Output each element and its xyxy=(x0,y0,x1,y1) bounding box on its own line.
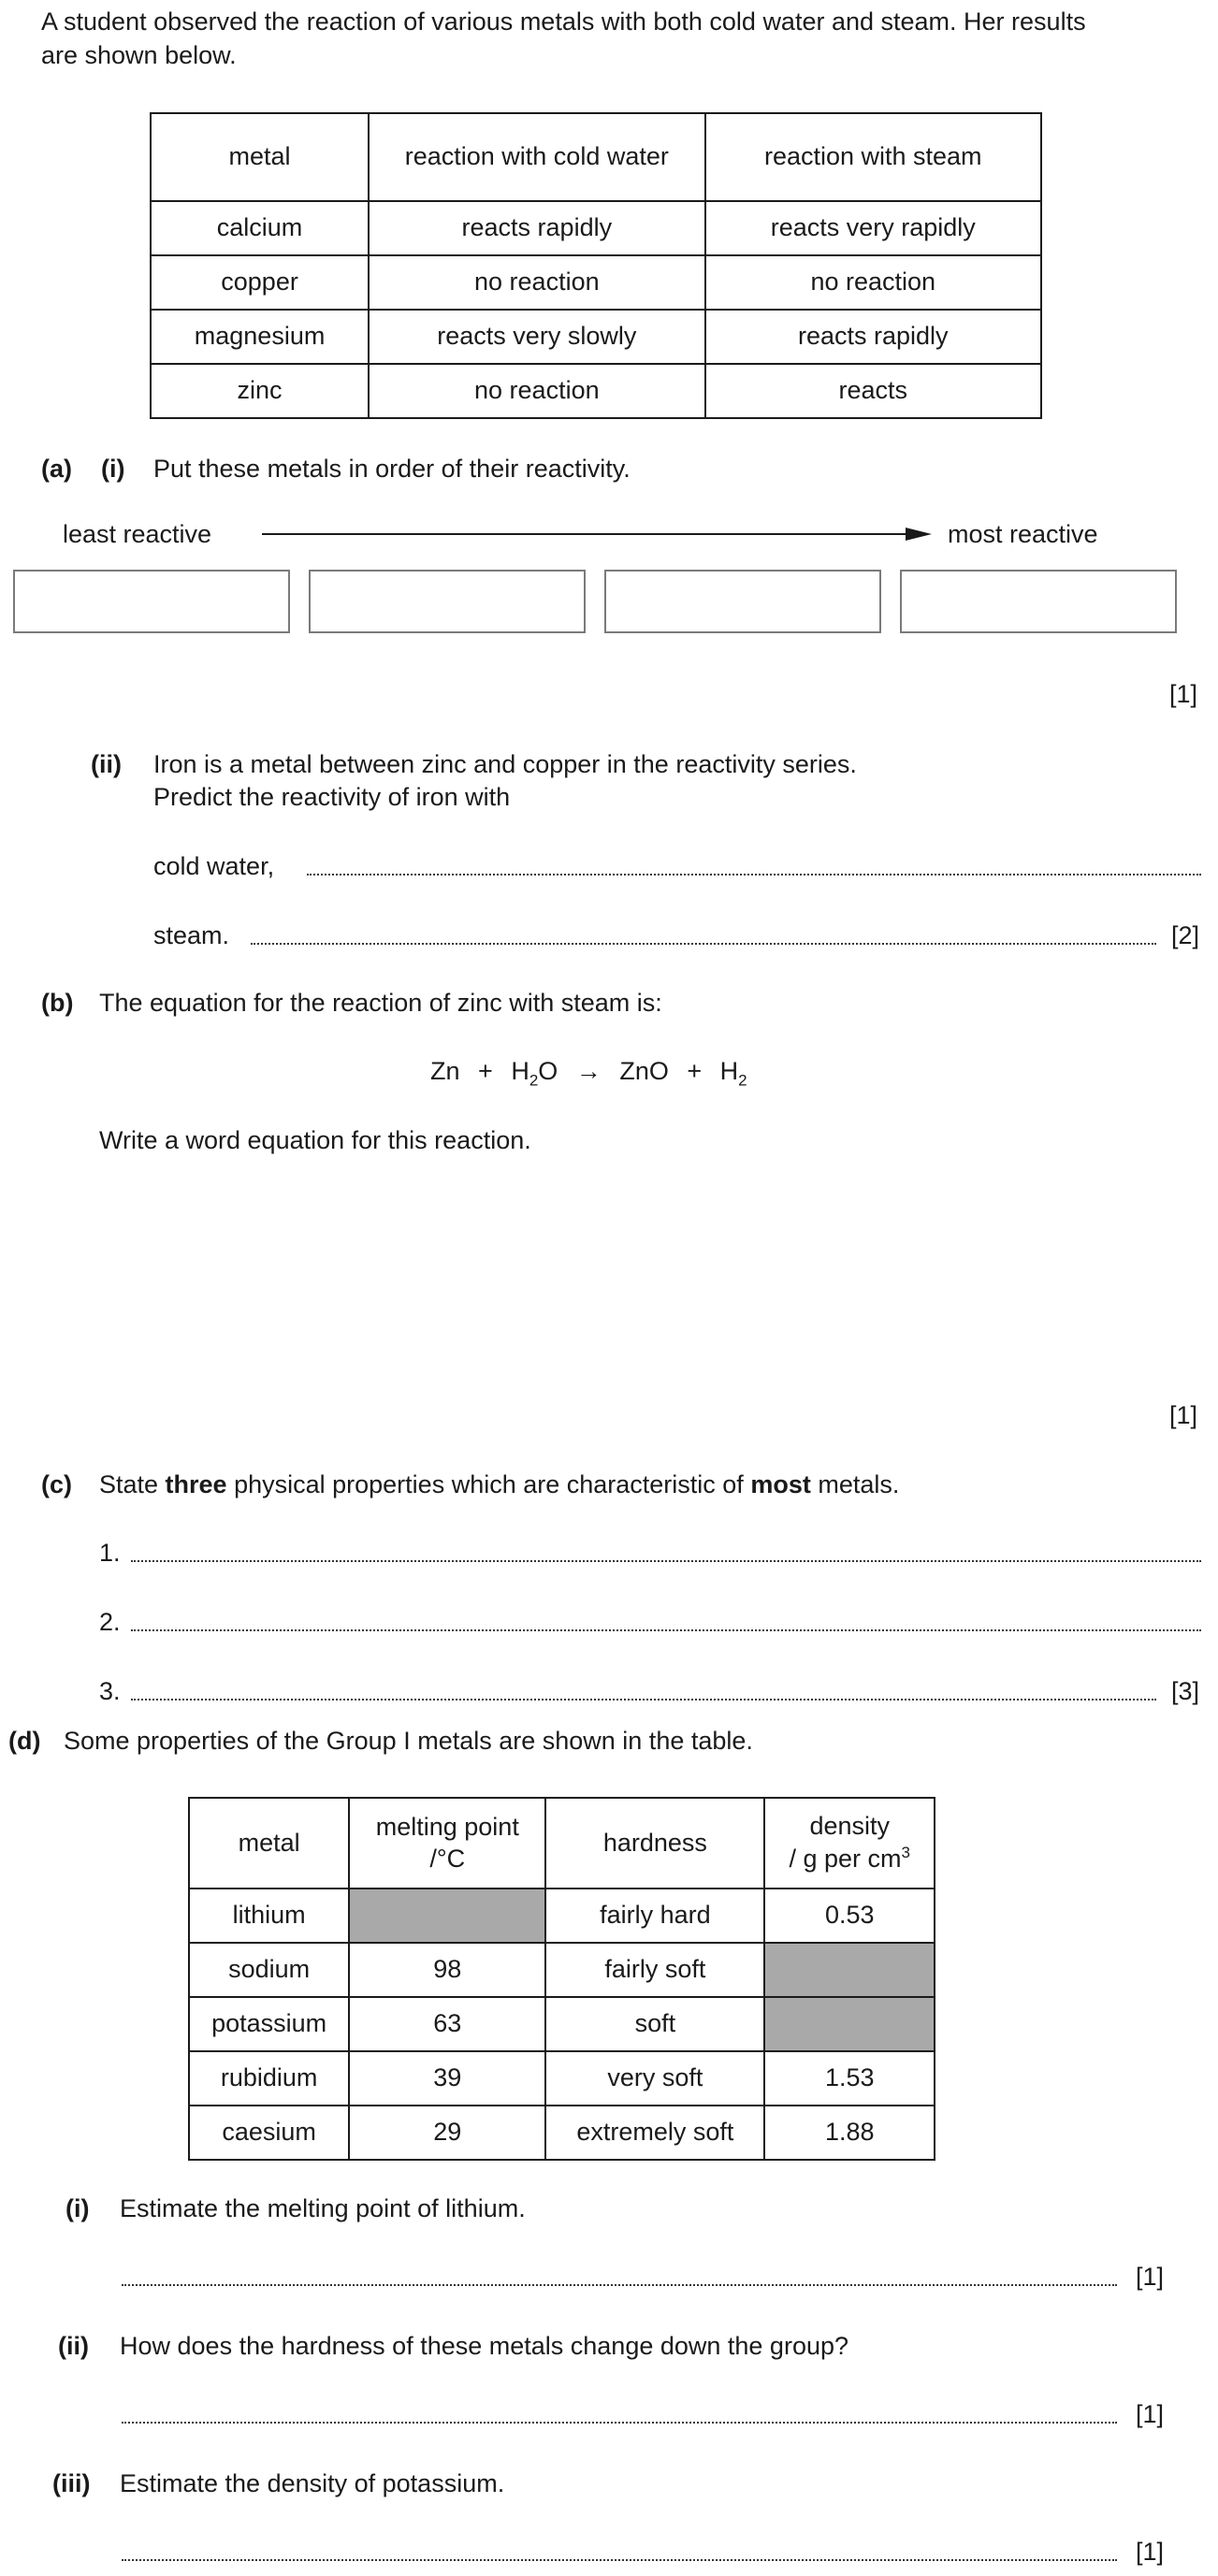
header-text: melting point xyxy=(375,1812,519,1841)
table-cell: reacts very slowly xyxy=(369,310,704,364)
property-number-1: 1. xyxy=(99,1539,121,1567)
part-d-i-question: Estimate the melting point of lithium. xyxy=(120,2194,526,2222)
reactivity-arrow-icon xyxy=(262,524,932,544)
table-cell: copper xyxy=(151,255,369,310)
table-cell: sodium xyxy=(189,1943,349,1997)
table-header-row xyxy=(151,113,1041,201)
shaded-cell xyxy=(764,1997,935,2051)
table-cell: 1.53 xyxy=(764,2051,935,2106)
eq-h: H xyxy=(511,1057,529,1085)
table-cell: extremely soft xyxy=(545,2106,764,2160)
part-d-iii-question: Estimate the density of potassium. xyxy=(120,2469,505,2497)
table-cell: calcium xyxy=(151,201,369,255)
table-cell: 0.53 xyxy=(764,1889,935,1943)
hardness-answer-line[interactable] xyxy=(122,2422,1117,2424)
table-row xyxy=(189,1889,935,1943)
table-cell: fairly soft xyxy=(545,1943,764,1997)
table-cell: 98 xyxy=(349,1943,545,1997)
eq-o: O xyxy=(538,1057,558,1085)
q-emphasis: most xyxy=(750,1470,811,1498)
unit-text: / g per cm xyxy=(789,1845,902,1873)
answer-box-2[interactable] xyxy=(309,570,586,633)
q-text: State xyxy=(99,1470,166,1498)
header-hardness: hardness xyxy=(545,1798,764,1889)
header-unit xyxy=(765,1843,934,1875)
part-a-i-question: Put these metals in order of their reactivity. xyxy=(153,455,631,483)
table-row xyxy=(189,2051,935,2106)
eq-zno: ZnO xyxy=(619,1057,669,1085)
header-cold-water: reaction with cold water xyxy=(369,113,704,201)
header-melting-point xyxy=(349,1798,545,1889)
mark-d-ii: [1] xyxy=(1136,2400,1165,2428)
mark-a-ii: [2] xyxy=(1171,921,1200,949)
group-one-table xyxy=(188,1797,935,2161)
table-cell: magnesium xyxy=(151,310,369,364)
intro-line-1: A student observed the reaction of various metals with both cold water and steam. Her results xyxy=(41,7,1086,36)
answer-box-1[interactable] xyxy=(13,570,290,633)
table-cell: no reaction xyxy=(369,255,704,310)
table-row xyxy=(151,364,1041,418)
part-a-label: (a) xyxy=(41,455,72,483)
part-a-i-label: (i) xyxy=(101,455,125,483)
least-reactive-label: least reactive xyxy=(63,520,212,548)
part-d-i-label: (i) xyxy=(65,2194,90,2222)
mark-c: [3] xyxy=(1171,1677,1200,1705)
header-unit: /°C xyxy=(429,1844,466,1873)
table-cell: no reaction xyxy=(369,364,704,418)
table-cell: zinc xyxy=(151,364,369,418)
header-metal: metal xyxy=(151,113,369,201)
table-row xyxy=(189,1997,935,2051)
property-answer-line-3[interactable] xyxy=(131,1699,1156,1700)
q-text: physical properties which are characteristic of xyxy=(226,1470,751,1498)
eq-h2-subscript: 2 xyxy=(738,1071,747,1090)
table-cell: soft xyxy=(545,1997,764,2051)
reactions-table xyxy=(150,112,1042,419)
table-cell: 29 xyxy=(349,2106,545,2160)
header-density xyxy=(764,1798,935,1889)
table-row xyxy=(151,310,1041,364)
melting-point-answer-line[interactable] xyxy=(122,2284,1117,2286)
density-answer-line[interactable] xyxy=(122,2559,1117,2561)
cold-water-answer-line[interactable] xyxy=(307,874,1201,876)
property-number-2: 2. xyxy=(99,1608,121,1636)
steam-label: steam. xyxy=(153,921,230,949)
eq-h-subscript: 2 xyxy=(529,1071,539,1090)
table-row xyxy=(189,2106,935,2160)
part-b-label: (b) xyxy=(41,989,74,1017)
mark-a-i: [1] xyxy=(1169,680,1198,708)
table-cell: caesium xyxy=(189,2106,349,2160)
q-emphasis: three xyxy=(165,1470,227,1498)
part-a-ii-line-2: Predict the reactivity of iron with xyxy=(153,783,511,811)
part-c-label: (c) xyxy=(41,1470,72,1498)
table-cell: 39 xyxy=(349,2051,545,2106)
table-cell: reacts rapidly xyxy=(369,201,704,255)
part-b-instruction: Write a word equation for this reaction. xyxy=(99,1126,531,1154)
table-cell: reacts very rapidly xyxy=(705,201,1041,255)
intro-line-2: are shown below. xyxy=(41,41,237,69)
eq-arrow-icon: → xyxy=(575,1057,602,1085)
table-cell: lithium xyxy=(189,1889,349,1943)
table-cell: reacts rapidly xyxy=(705,310,1041,364)
unit-superscript: 3 xyxy=(901,1844,910,1861)
cold-water-label: cold water, xyxy=(153,852,275,880)
part-d-ii-label: (ii) xyxy=(58,2332,89,2360)
steam-answer-line[interactable] xyxy=(251,943,1156,945)
table-row xyxy=(189,1943,935,1997)
header-text: density xyxy=(809,1812,891,1841)
part-d-label: (d) xyxy=(8,1727,41,1755)
mark-d-iii: [1] xyxy=(1136,2538,1165,2566)
table-cell: no reaction xyxy=(705,255,1041,310)
table-row xyxy=(151,255,1041,310)
q-text: metals. xyxy=(810,1470,900,1498)
most-reactive-label: most reactive xyxy=(948,520,1098,548)
table-cell: 63 xyxy=(349,1997,545,2051)
property-answer-line-1[interactable] xyxy=(131,1560,1201,1562)
table-cell: potassium xyxy=(189,1997,349,2051)
eq-plus: + xyxy=(687,1057,703,1085)
property-answer-line-2[interactable] xyxy=(131,1629,1201,1631)
mark-b: [1] xyxy=(1169,1401,1198,1429)
part-d-question: Some properties of the Group I metals are shown in the table. xyxy=(64,1727,753,1755)
table-cell: fairly hard xyxy=(545,1889,764,1943)
table-row xyxy=(151,201,1041,255)
table-cell: very soft xyxy=(545,2051,764,2106)
eq-plus: + xyxy=(478,1057,493,1085)
eq-zn: Zn xyxy=(430,1057,460,1085)
header-metal: metal xyxy=(189,1798,349,1889)
answer-box-4[interactable] xyxy=(900,570,1177,633)
part-a-ii-line-1: Iron is a metal between zinc and copper in the reactivity series. xyxy=(153,750,857,778)
shaded-cell xyxy=(349,1889,545,1943)
answer-box-3[interactable] xyxy=(604,570,881,633)
table-cell: rubidium xyxy=(189,2051,349,2106)
header-steam: reaction with steam xyxy=(705,113,1041,201)
part-a-ii-label: (ii) xyxy=(91,750,122,778)
part-b-question: The equation for the reaction of zinc with steam is: xyxy=(99,989,662,1017)
eq-h2: H xyxy=(719,1057,739,1085)
table-cell: 1.88 xyxy=(764,2106,935,2160)
part-d-iii-label: (iii) xyxy=(52,2469,91,2497)
equation xyxy=(430,1057,747,1090)
table-header-row xyxy=(189,1798,935,1889)
part-c-question xyxy=(99,1470,899,1499)
shaded-cell xyxy=(764,1943,935,1997)
mark-d-i: [1] xyxy=(1136,2263,1165,2291)
property-number-3: 3. xyxy=(99,1677,121,1705)
table-cell: reacts xyxy=(705,364,1041,418)
part-d-ii-question: How does the hardness of these metals change down the group? xyxy=(120,2332,849,2360)
